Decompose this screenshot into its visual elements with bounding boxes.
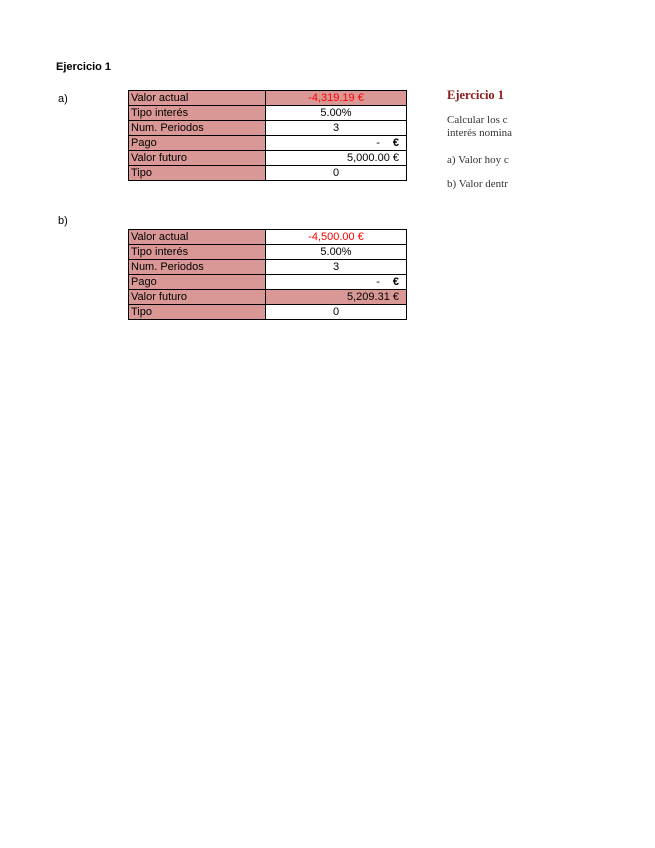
cell-label[interactable]: Pago xyxy=(129,136,266,151)
cell-value[interactable]: 0 xyxy=(266,305,407,320)
statement-title: Ejercicio 1 xyxy=(447,88,505,102)
table-row xyxy=(129,121,407,136)
cell-value[interactable]: 5.00% xyxy=(266,106,407,121)
pago-dash: - xyxy=(376,276,380,288)
table-row xyxy=(129,91,407,106)
statement-line: Calcular los c xyxy=(447,114,508,126)
cell-label[interactable]: Tipo xyxy=(129,166,266,181)
exercise-statement-panel xyxy=(447,88,539,191)
statement-line: b) Valor dentr xyxy=(447,178,508,190)
cell-value[interactable]: -4,319.19 € xyxy=(266,91,407,106)
cell-value[interactable]: 5,000.00 € xyxy=(266,151,407,166)
table-row xyxy=(129,275,407,290)
cell-label[interactable]: Pago xyxy=(129,275,266,290)
cell-value[interactable]: 3 xyxy=(266,260,407,275)
cell-label[interactable]: Num. Periodos xyxy=(129,260,266,275)
table-row xyxy=(129,305,407,320)
table-row xyxy=(129,230,407,245)
part-b-table xyxy=(128,229,407,320)
part-a-label: a) xyxy=(58,93,68,105)
cell-label[interactable]: Tipo interés xyxy=(129,106,266,121)
table-row xyxy=(129,106,407,121)
cell-value[interactable]: 3 xyxy=(266,121,407,136)
table-row xyxy=(129,166,407,181)
pago-currency: € xyxy=(392,137,399,149)
table-row xyxy=(129,260,407,275)
cell-label[interactable]: Tipo xyxy=(129,305,266,320)
cell-label[interactable]: Num. Periodos xyxy=(129,121,266,136)
pago-currency: € xyxy=(392,276,399,288)
table-row xyxy=(129,245,407,260)
statement-line: a) Valor hoy c xyxy=(447,154,509,166)
cell-label[interactable]: Tipo interés xyxy=(129,245,266,260)
cell-value[interactable]: -4,500.00 € xyxy=(266,230,407,245)
cell-label[interactable]: Valor actual xyxy=(129,91,266,106)
statement-line: interés nomina xyxy=(447,127,513,139)
cell-value[interactable] xyxy=(266,136,407,151)
cell-label[interactable]: Valor futuro xyxy=(129,290,266,305)
table-row xyxy=(129,151,407,166)
part-a-table xyxy=(128,90,407,181)
cell-label[interactable]: Valor actual xyxy=(129,230,266,245)
cell-value[interactable]: 5,209.31 € xyxy=(266,290,407,305)
pago-dash: - xyxy=(376,137,380,149)
table-row xyxy=(129,136,407,151)
cell-label[interactable]: Valor futuro xyxy=(129,151,266,166)
cell-value[interactable]: 0 xyxy=(266,166,407,181)
exercise-heading: Ejercicio 1 xyxy=(56,61,112,73)
cell-value[interactable]: 5.00% xyxy=(266,245,407,260)
table-row xyxy=(129,290,407,305)
part-b-label: b) xyxy=(58,215,68,227)
cell-value[interactable] xyxy=(266,275,407,290)
